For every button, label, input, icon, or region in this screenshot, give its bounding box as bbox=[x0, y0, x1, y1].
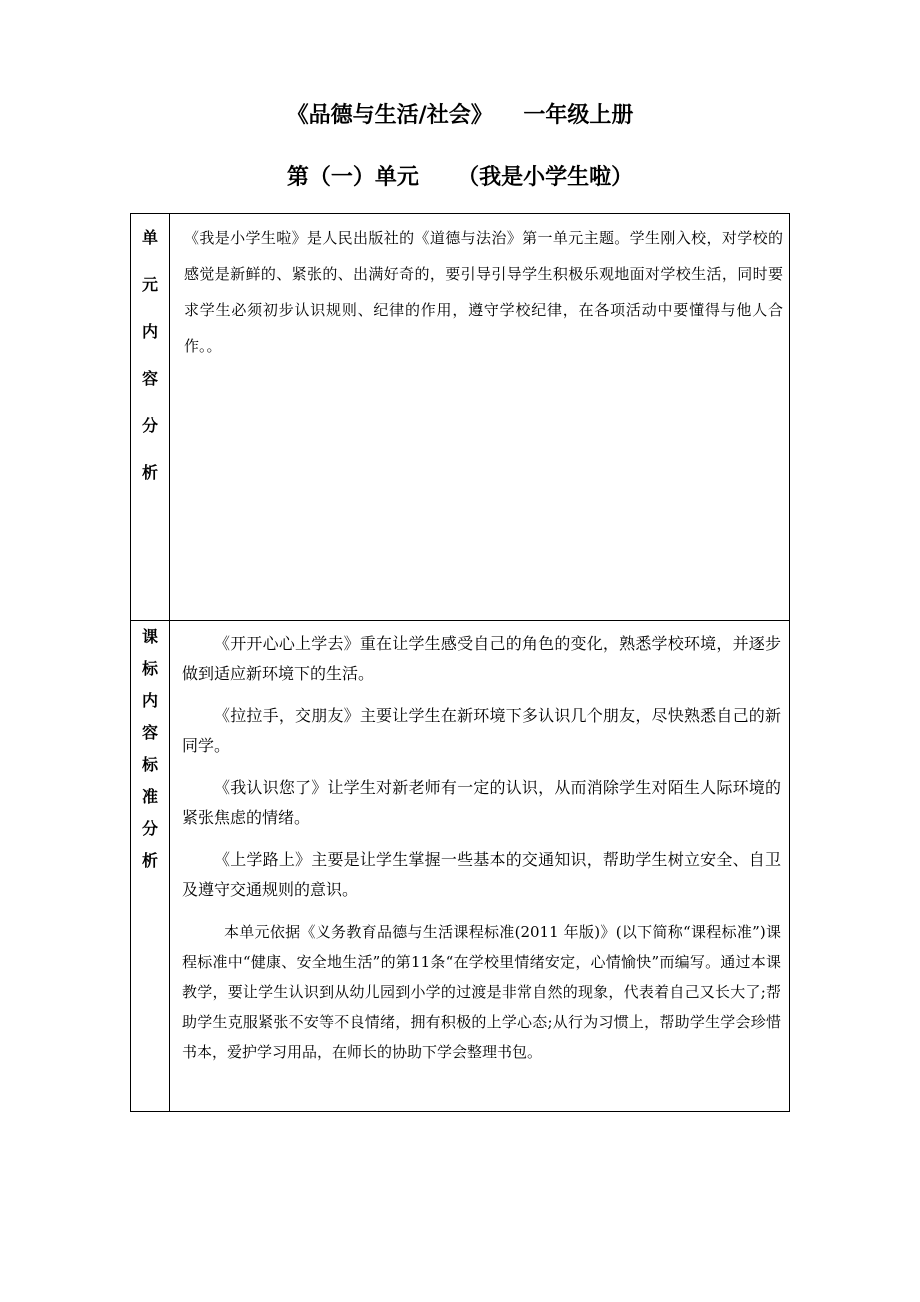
curriculum-standard-paragraph: 本单元依据《义务教育品德与生活课程标准(2011 年版)》(以下简称“课程标准”)课程标准中“健康、安全地生活”的第11条“在学校里情绪安定，心情愉快”而编写。通过本课教学，要让学生认识到从幼儿园到小学的过渡是非常自然的现象，代表着自己又长大了;帮助学生克服紧张不安等不良情绪，拥有积极的上学心态;从行为习惯上，帮助学生学会珍惜书本，爱护学习用品，在师长的协助下学会整理书包。 bbox=[182, 923, 781, 1061]
lesson-paragraph: 《我认识您了》让学生对新老师有一定的认识，从而消除学生对陌生人际环境的紧张焦虑的情绪。 bbox=[182, 778, 781, 827]
row-label-unit-analysis bbox=[131, 214, 170, 621]
table-row-unit-analysis bbox=[131, 214, 790, 621]
row-label-char: 单 bbox=[141, 228, 158, 247]
row-label-standard-analysis bbox=[131, 621, 170, 1112]
row-label-char: 析 bbox=[141, 851, 158, 870]
row-label-char: 内 bbox=[141, 691, 158, 710]
lesson-paragraph: 《开开心心上学去》重在让学生感受自己的角色的变化，熟悉学校环境，并逐步做到适应新环境下的生活。 bbox=[182, 634, 781, 683]
analysis-table bbox=[130, 213, 790, 1112]
row-label-char: 内 bbox=[141, 322, 158, 341]
row-label-char: 分 bbox=[141, 416, 158, 435]
row-label-char: 元 bbox=[141, 275, 158, 294]
document-title: 《品德与生活/社会》 一年级上册 bbox=[286, 103, 634, 128]
row-label-char: 容 bbox=[141, 723, 158, 742]
unit-subtitle: 第（一）单元 （我是小学生啦） bbox=[286, 165, 634, 190]
row-label-char: 容 bbox=[141, 369, 158, 388]
content-cell-unit-analysis bbox=[170, 214, 790, 621]
table-row-standard-analysis bbox=[131, 621, 790, 1112]
row-label-char: 标 bbox=[141, 659, 158, 678]
row-label-char: 析 bbox=[141, 463, 158, 482]
lesson-paragraph: 《拉拉手，交朋友》主要让学生在新环境下多认识几个朋友，尽快熟悉自己的新同学。 bbox=[182, 706, 781, 755]
unit-analysis-text: 《我是小学生啦》是人民出版社的《道德与法治》第一单元主题。学生刚入校，对学校的感觉是新鲜的、紧张的、出满好奇的，要引导引导学生积极乐观地面对学校生活，同时要求学生必须初步认识规则、纪律的作用，遵守学校纪律，在各项活动中要懂得与他人合作。。 bbox=[184, 229, 783, 355]
content-cell-standard-analysis bbox=[170, 621, 790, 1112]
row-label-char: 准 bbox=[141, 787, 158, 806]
row-label-char: 分 bbox=[141, 819, 158, 838]
row-label-char: 课 bbox=[141, 627, 158, 646]
lesson-paragraph: 《上学路上》主要是让学生掌握一些基本的交通知识，帮助学生树立安全、自卫及遵守交通规则的意识。 bbox=[182, 850, 781, 899]
row-label-char: 标 bbox=[141, 755, 158, 774]
